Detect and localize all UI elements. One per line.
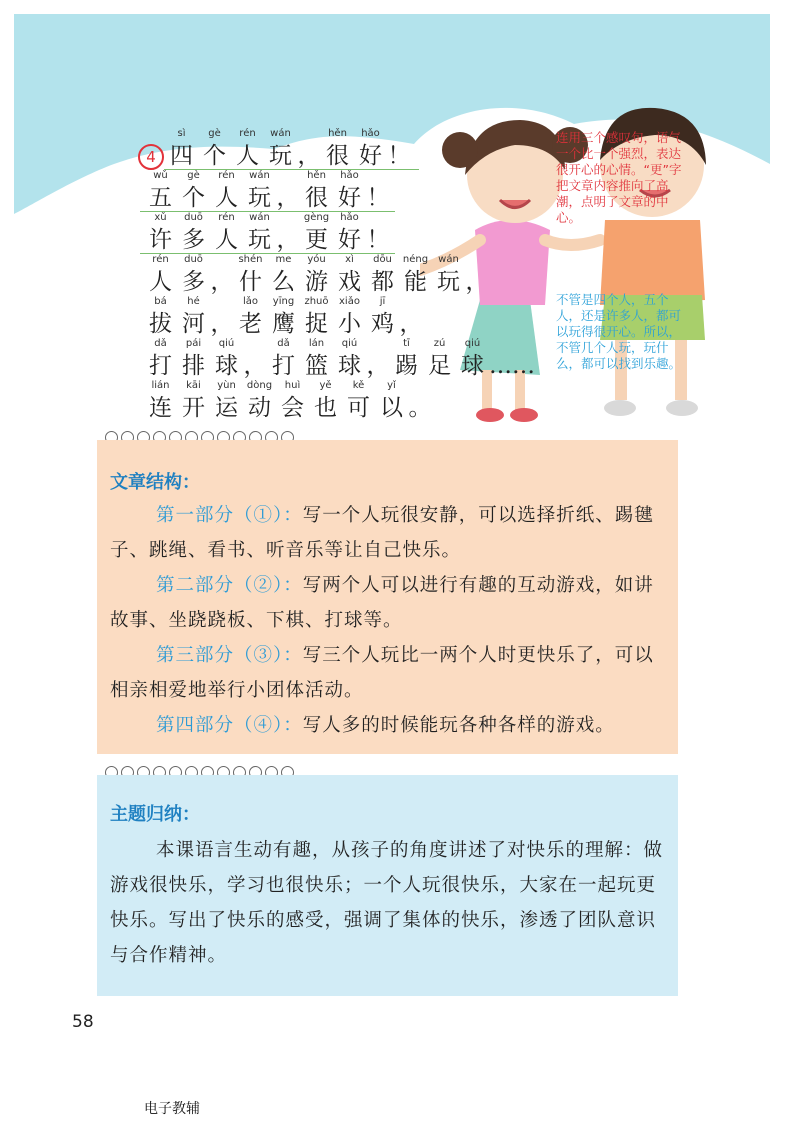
part-2-text: 写两个人可以进行有趣的互动游戏，如讲故事、坐跷跷板、下棋、打球等。 xyxy=(110,575,654,631)
pinyin-syllable: lián xyxy=(151,380,170,391)
pinyin-syllable: wán xyxy=(249,170,270,181)
poem-character: 都 xyxy=(371,269,394,295)
pinyin-syllable: yīng xyxy=(272,296,295,307)
poem-line xyxy=(132,128,411,170)
pinyin-syllable xyxy=(366,338,390,352)
poem-character: ， xyxy=(399,311,423,337)
poem-character: 玩 xyxy=(248,227,271,253)
part-4-label: 第四部分（④）： xyxy=(156,715,303,736)
pinyin-syllable: jī xyxy=(379,296,386,307)
pinyin-syllable xyxy=(276,212,300,226)
pinyin-syllable: dǎ xyxy=(277,338,290,349)
pinyin-syllable xyxy=(297,128,321,142)
poem-character: 很 xyxy=(305,185,328,211)
pinyin-syllable: xì xyxy=(345,254,354,265)
pinyin-syllable: hěn xyxy=(307,170,326,181)
pinyin-syllable: qiú xyxy=(218,338,235,349)
poem-character: 篮 xyxy=(305,353,328,379)
structure-part-4 xyxy=(110,708,666,743)
poem-character: 好 xyxy=(338,227,361,253)
part-4-text: 写人多的时候能玩各种各样的游戏。 xyxy=(302,715,615,736)
poem-character: 球 xyxy=(215,353,238,379)
poem-character: ， xyxy=(276,227,300,253)
poem-character: ， xyxy=(243,353,267,379)
pinyin-syllable: lǎo xyxy=(242,296,259,307)
part-3-text: 写三个人玩比一两个人时更快乐了，可以相亲相爱地举行小团体活动。 xyxy=(110,645,654,701)
pinyin-syllable: duō xyxy=(184,254,203,265)
pinyin-syllable: zhuō xyxy=(304,296,329,307)
pinyin-syllable: qiú xyxy=(464,338,481,349)
structure-part-1 xyxy=(110,498,666,568)
pinyin-syllable: pái xyxy=(185,338,202,349)
poem-character: 什 xyxy=(239,269,262,295)
poem-character: 人 xyxy=(149,269,172,295)
poem-character: 连 xyxy=(149,395,172,421)
pinyin-syllable: dòng xyxy=(246,380,273,391)
poem-character: ！ xyxy=(366,227,390,253)
poem-line xyxy=(144,212,390,254)
pinyin-syllable xyxy=(489,338,529,352)
poem-character: 人 xyxy=(215,227,238,253)
pinyin-syllable: néng xyxy=(402,254,429,265)
poem-character: ！ xyxy=(366,185,390,211)
structure-box xyxy=(97,440,678,754)
pinyin-syllable: shén xyxy=(238,254,263,265)
poem-character: 排 xyxy=(182,353,205,379)
pinyin-syllable: wán xyxy=(438,254,459,265)
poem-character: 拔 xyxy=(149,311,172,337)
poem-character: 么 xyxy=(272,269,295,295)
poem-character: …… xyxy=(489,353,535,379)
poem-character: 个 xyxy=(203,143,226,169)
pinyin-syllable: yùn xyxy=(217,380,236,391)
pinyin-syllable: dōu xyxy=(373,254,392,265)
pinyin-syllable: hěn xyxy=(328,128,347,139)
poem-character: 好 xyxy=(338,185,361,211)
structure-part-3 xyxy=(110,638,666,708)
pinyin-syllable: xiǎo xyxy=(339,296,360,307)
poem-character: 个 xyxy=(182,185,205,211)
part-1-label: 第一部分（①）： xyxy=(156,505,303,526)
poem-character: 开 xyxy=(182,395,205,421)
pinyin-syllable: duō xyxy=(184,212,203,223)
poem-character: 鸡 xyxy=(371,311,394,337)
poem-character: ， xyxy=(210,269,234,295)
poem-character: 小 xyxy=(338,311,361,337)
poem-character: 老 xyxy=(239,311,262,337)
poem-line xyxy=(144,296,423,338)
pinyin-syllable: yóu xyxy=(307,254,326,265)
pinyin-syllable xyxy=(210,296,234,310)
theme-box xyxy=(97,775,678,996)
poem-character: 能 xyxy=(404,269,427,295)
pinyin-syllable: zú xyxy=(433,338,446,349)
poem-line xyxy=(144,380,432,422)
poem-character: 许 xyxy=(149,227,172,253)
poem-character: 球 xyxy=(461,353,484,379)
poem-character: 打 xyxy=(272,353,295,379)
pinyin-syllable: qiú xyxy=(341,338,358,349)
poem-character: 动 xyxy=(248,395,271,421)
poem-character: 玩 xyxy=(437,269,460,295)
pinyin-syllable: wán xyxy=(249,212,270,223)
pinyin-syllable xyxy=(243,338,267,352)
pinyin-syllable xyxy=(387,128,411,142)
poem-character: ， xyxy=(465,269,489,295)
pinyin-syllable xyxy=(465,254,489,268)
pinyin-syllable: kě xyxy=(352,380,365,391)
pinyin-syllable: dǎ xyxy=(154,338,167,349)
poem-character: 四 xyxy=(170,143,193,169)
pinyin-syllable xyxy=(210,254,234,268)
poem-character: ， xyxy=(366,353,390,379)
section-number-4: 4 xyxy=(138,144,164,170)
poem-character: 人 xyxy=(236,143,259,169)
pinyin-syllable: sì xyxy=(177,128,186,139)
part-1-text: 写一个人玩很安静，可以选择折纸、踢毽子、跳绳、看书、听音乐等让自己快乐。 xyxy=(110,505,654,561)
poem-character: 游 xyxy=(305,269,328,295)
pinyin-syllable: kāi xyxy=(186,380,201,391)
poem-character: 玩 xyxy=(269,143,292,169)
poem-character: 多 xyxy=(182,227,205,253)
poem-character: 更 xyxy=(305,227,328,253)
poem-character: ， xyxy=(297,143,321,169)
structure-title: 文章结构： xyxy=(110,472,200,493)
poem-character: 玩 xyxy=(248,185,271,211)
pinyin-syllable: yě xyxy=(319,380,332,391)
poem-character: ！ xyxy=(387,143,411,169)
theme-text: 本课语言生动有趣，从孩子的角度讲述了对快乐的理解：做游戏很快乐，学习也很快乐；一个人玩很快乐，大家在一起玩更快乐。写出了快乐的感受，强调了集体的快乐，渗透了团队意识与合作精神。 xyxy=(110,840,664,966)
poem-character: 也 xyxy=(314,395,337,421)
pinyin-syllable: rén xyxy=(152,254,169,265)
poem-character: 捉 xyxy=(305,311,328,337)
pinyin-syllable: rén xyxy=(218,212,235,223)
pinyin-syllable: lán xyxy=(308,338,325,349)
poem-character: 可 xyxy=(347,395,370,421)
poem-character: 运 xyxy=(215,395,238,421)
poem-line xyxy=(144,254,489,296)
poem-character: 戏 xyxy=(338,269,361,295)
pinyin-syllable xyxy=(366,170,390,184)
pinyin-syllable: gè xyxy=(187,170,200,181)
footer-label: 电子教辅 xyxy=(144,1101,200,1117)
pinyin-syllable: xǔ xyxy=(154,212,167,223)
pinyin-syllable: me xyxy=(275,254,292,265)
part-2-label: 第二部分（②）： xyxy=(156,575,303,596)
pinyin-syllable: hǎo xyxy=(340,212,359,223)
pinyin-syllable: gè xyxy=(208,128,221,139)
poem-character: 足 xyxy=(428,353,451,379)
poem-character: 好 xyxy=(359,143,382,169)
pinyin-syllable: tī xyxy=(403,338,410,349)
part-3-label: 第三部分（③）： xyxy=(156,645,303,666)
poem-character: 鹰 xyxy=(272,311,295,337)
poem-line xyxy=(144,170,390,212)
poem-character: 球 xyxy=(338,353,361,379)
pinyin-syllable: rén xyxy=(239,128,256,139)
pinyin-syllable: huì xyxy=(284,380,301,391)
poem-character: 很 xyxy=(326,143,349,169)
poem-character: 人 xyxy=(215,185,238,211)
poem-character: 。 xyxy=(408,395,432,421)
poem-line xyxy=(144,338,535,380)
pinyin-syllable xyxy=(366,212,390,226)
poem-character: 打 xyxy=(149,353,172,379)
theme-title: 主题归纳： xyxy=(110,804,200,825)
pinyin-syllable: hǎo xyxy=(340,170,359,181)
pinyin-syllable: hé xyxy=(187,296,200,307)
pinyin-syllable: wǔ xyxy=(153,170,168,181)
pinyin-syllable: bá xyxy=(154,296,167,307)
pinyin-syllable xyxy=(408,380,432,394)
poem-character: 会 xyxy=(281,395,304,421)
pinyin-syllable xyxy=(276,170,300,184)
page-number: 58 xyxy=(72,1012,94,1032)
pinyin-syllable: rén xyxy=(218,170,235,181)
poem-character: 多 xyxy=(182,269,205,295)
pinyin-syllable xyxy=(132,128,165,142)
poem-character: ， xyxy=(276,185,300,211)
annotation-red: 连用三个感叹句，语气一个比一个强烈，表达很开心的心情。“更”字把文章内容推向了高潮，点明了文章的中心。 xyxy=(556,130,682,225)
poem-character: 五 xyxy=(149,185,172,211)
poem-character: ， xyxy=(210,311,234,337)
poem-character xyxy=(132,142,165,170)
poem-character: 踢 xyxy=(395,353,418,379)
pinyin-syllable: gèng xyxy=(303,212,330,223)
poem-character: 河 xyxy=(182,311,205,337)
annotation-blue: 不管是四个人，五个人，还是许多人，都可以玩得很开心。所以，不管几个人玩，玩什么，都可以找到乐趣。 xyxy=(556,292,682,371)
structure-part-2 xyxy=(110,568,666,638)
pinyin-syllable: hǎo xyxy=(361,128,380,139)
poem-character: 以 xyxy=(380,395,403,421)
pinyin-syllable: wán xyxy=(270,128,291,139)
pinyin-syllable: yǐ xyxy=(387,380,396,391)
pinyin-syllable xyxy=(399,296,423,310)
